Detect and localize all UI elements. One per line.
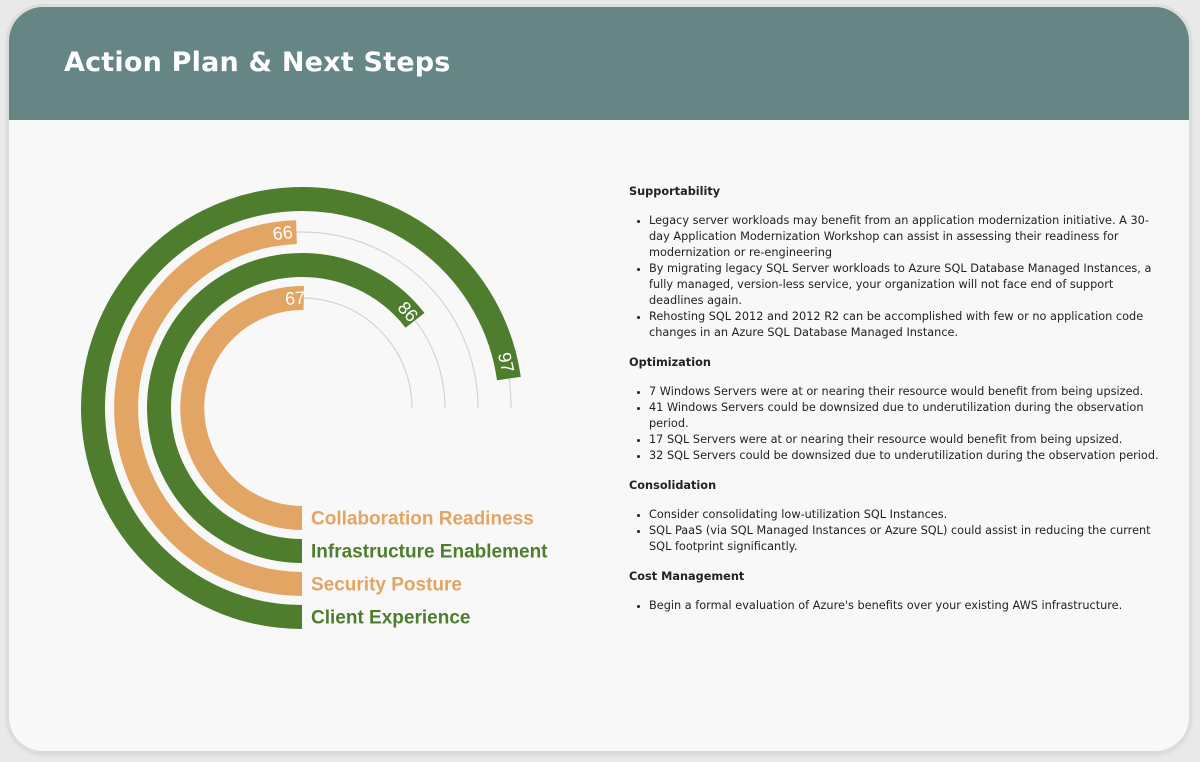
bullet-item: • Consider consolidating low-utilization SQL Instances. (649, 507, 1159, 523)
section-title: Consolidation (629, 479, 717, 492)
category-label: Security Posture (311, 574, 462, 596)
bar-collaboration-readiness (192, 298, 303, 518)
section-title: Supportability (629, 185, 721, 198)
bullet-list (629, 213, 1159, 341)
category-label: Collaboration Readiness (311, 508, 534, 530)
bullet-item: • Begin a formal evaluation of Azure's benefits over your existing AWS infrastructure. (649, 598, 1159, 614)
bullet-item: • 7 Windows Servers were at or nearing their resource would benefit from being upsized. (649, 384, 1159, 400)
category-label: Client Experience (311, 607, 471, 629)
slide-frame (9, 7, 1189, 751)
bullet-item: • Legacy server workloads may benefit from an application modernization initiative. A 30-day Application Modernization Workshop can assist in assessing their readiness for modernization or re-engineering (649, 213, 1159, 261)
header-bar (9, 7, 1189, 120)
bullet-item: • 32 SQL Servers could be downsized due to underutilization during the observation period. (649, 448, 1159, 464)
value-label: 67 (284, 287, 306, 309)
bullet-item: • 17 SQL Servers were at or nearing their resource would benefit from being upsized. (649, 432, 1159, 448)
value-label: 66 (271, 222, 294, 245)
section-title: Cost Management (629, 570, 745, 583)
bullet-item: • Rehosting SQL 2012 and 2012 R2 can be accomplished with few or no application code changes in an Azure SQL Database Managed Instance. (649, 309, 1159, 341)
section-title: Optimization (629, 356, 711, 369)
bullet-item: • By migrating legacy SQL Server workloads to Azure SQL Database Managed Instances, a fully managed, version-less service, your organization will not face end of support deadlines again. (649, 261, 1159, 309)
bullet-item: • SQL PaaS (via SQL Managed Instances or Azure SQL) could assist in reducing the current SQL footprint significantly. (649, 523, 1159, 555)
bullet-list (629, 384, 1159, 464)
bullet-list (629, 598, 1159, 614)
bullet-item: • 41 Windows Servers could be downsized due to underutilization during the observation period. (649, 400, 1159, 432)
bullet-list (629, 507, 1159, 555)
category-label: Infrastructure Enablement (311, 541, 548, 563)
page-title: Action Plan & Next Steps (64, 47, 451, 78)
notes-panel (629, 184, 1159, 628)
value-label: 97 (494, 350, 518, 375)
radial-bar-chart (9, 120, 609, 751)
value-label: 86 (393, 297, 422, 326)
